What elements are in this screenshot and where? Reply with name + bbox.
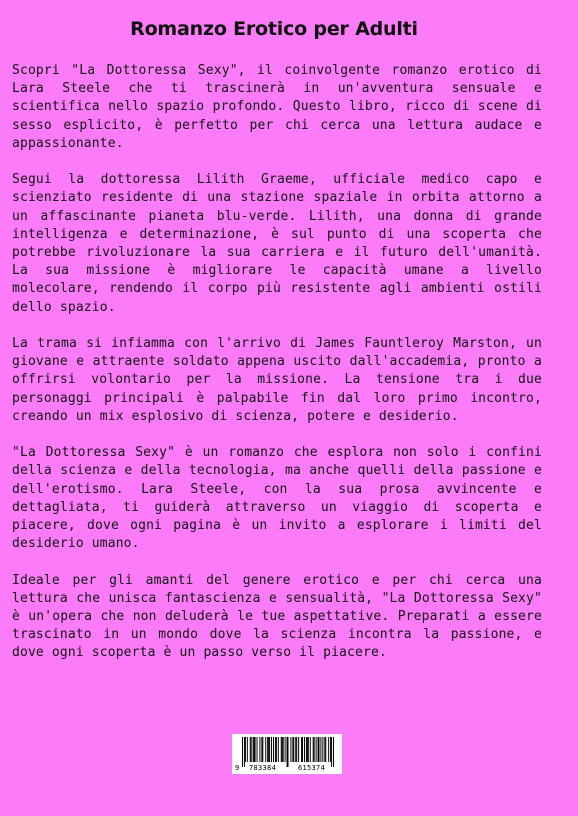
barcode-bar bbox=[285, 737, 286, 762]
barcode-bar bbox=[296, 737, 297, 762]
barcode-bar bbox=[283, 737, 284, 762]
barcode-bar bbox=[313, 737, 314, 762]
barcode-right-group: 615374 bbox=[298, 764, 326, 772]
barcode-bar bbox=[261, 737, 262, 762]
barcode-bar bbox=[314, 737, 315, 762]
paragraph-closing: Ideale per gli amanti del genere erotico e per chi cerca una lettura che unisca fantascienza e sensualità, "La Dottoressa Sexy" è un'opera che non deluderà le tue aspettative. Preparati a essere trascinato in un mondo dove la scienza incontra la passione, e dove ogni scoperta è un passo verso il piacere. bbox=[12, 572, 542, 661]
barcode-bar bbox=[298, 737, 299, 762]
barcode-bar bbox=[310, 737, 311, 762]
barcode-bar bbox=[253, 737, 254, 762]
barcode-bar bbox=[251, 737, 252, 762]
barcode-bar bbox=[307, 737, 308, 762]
barcode-bar bbox=[271, 737, 272, 762]
barcode-bar bbox=[292, 737, 293, 762]
barcode-bar bbox=[324, 737, 325, 762]
barcode-left-group: 783384 bbox=[249, 764, 277, 772]
barcode-bar bbox=[306, 737, 307, 762]
paragraph-protagonist: Segui la dottoressa Lilith Graeme, ufficiale medico capo e scienziato residente di una stazione spaziale in orbita attorno a un affascinante pianeta blu-verde. Lilith, una donna di grande intelligenza e determinazione, è sul punto di una scoperta che potrebbe rivoluzionare la sua carriera e il futuro dell'umanità. La sua missione è migliorare le capacità umane a livello molecolare, rendendo il corpo più resistente agli ambienti ostili dello spazio. bbox=[12, 172, 542, 315]
barcode-bar bbox=[316, 737, 317, 762]
barcode-bar bbox=[257, 737, 258, 762]
barcode-bar bbox=[265, 737, 266, 762]
barcode-bar bbox=[301, 737, 302, 762]
barcode-bar bbox=[254, 737, 255, 762]
barcode-bar bbox=[273, 737, 274, 762]
barcode-bar bbox=[259, 737, 260, 762]
barcode-bar bbox=[331, 737, 332, 767]
paragraph-themes: "La Dottoressa Sexy" è un romanzo che esplora non solo i confini della scienza e della tecnologia, ma anche quelli della passione e dell'erotismo. Lara Steele, con la sua prosa avvincente e dettagliata, ti guiderà attraverso un viaggio di scoperta e piacere, dove ogni pagina è un invito a esplorare i limiti del desiderio umano. bbox=[12, 445, 542, 552]
barcode-bar bbox=[290, 737, 291, 762]
page-title: Romanzo Erotico per Adulti bbox=[130, 18, 418, 40]
barcode-bar bbox=[244, 737, 245, 767]
barcode-bar bbox=[322, 737, 323, 762]
paragraph-plot: La trama si infiamma con l'arrivo di James Fauntleroy Marston, un giovane e attraente soldato appena uscito dall'accademia, pronto a offrirsi volontario per la missione. La tensione tra i due personaggi principali è palpabile fin dal loro primo incontro, creando un mix esplosivo di scienza, potere e desiderio. bbox=[12, 336, 542, 424]
barcode-bar bbox=[262, 737, 263, 762]
barcode-bar bbox=[250, 737, 251, 762]
barcode-bar bbox=[304, 737, 305, 762]
barcode-bar bbox=[276, 737, 277, 762]
barcode-bar bbox=[330, 737, 331, 762]
barcode-bar bbox=[268, 737, 269, 762]
barcode-bar bbox=[282, 737, 283, 762]
barcode-bar bbox=[247, 737, 248, 762]
barcode-bar bbox=[242, 737, 243, 767]
barcode-bar bbox=[293, 737, 294, 762]
barcode-bar bbox=[281, 737, 282, 762]
barcode-bar bbox=[302, 737, 303, 762]
barcode-bar bbox=[278, 737, 279, 762]
barcode-bar bbox=[287, 737, 288, 767]
barcode-bar bbox=[333, 737, 334, 767]
barcode-bar bbox=[275, 737, 276, 762]
barcode-bar bbox=[245, 737, 246, 762]
barcode-bar bbox=[328, 737, 329, 762]
isbn-barcode bbox=[232, 734, 342, 774]
barcode-bar bbox=[325, 737, 326, 762]
barcode-bar bbox=[288, 737, 289, 767]
barcode-first-digit: 9 bbox=[235, 764, 240, 772]
barcode-bar bbox=[320, 737, 321, 762]
barcode-bar bbox=[269, 737, 270, 762]
barcode-bar bbox=[295, 737, 296, 762]
paragraph-intro: Scopri "La Dottoressa Sexy", il coinvolgente romanzo erotico di Lara Steele che ti trascinerà in un'avventura sensuale e scientifica nello spazio profondo. Questo libro, ricco di scene di sesso esplicito, è perfetto per chi cerca una lettura audace e appassionante. bbox=[12, 63, 542, 151]
barcode-bar bbox=[319, 737, 320, 762]
barcode-bar bbox=[267, 737, 268, 762]
barcode-bar bbox=[255, 737, 256, 762]
description-text bbox=[12, 62, 542, 681]
barcode-bar bbox=[308, 737, 309, 762]
barcode-bar bbox=[318, 737, 319, 762]
